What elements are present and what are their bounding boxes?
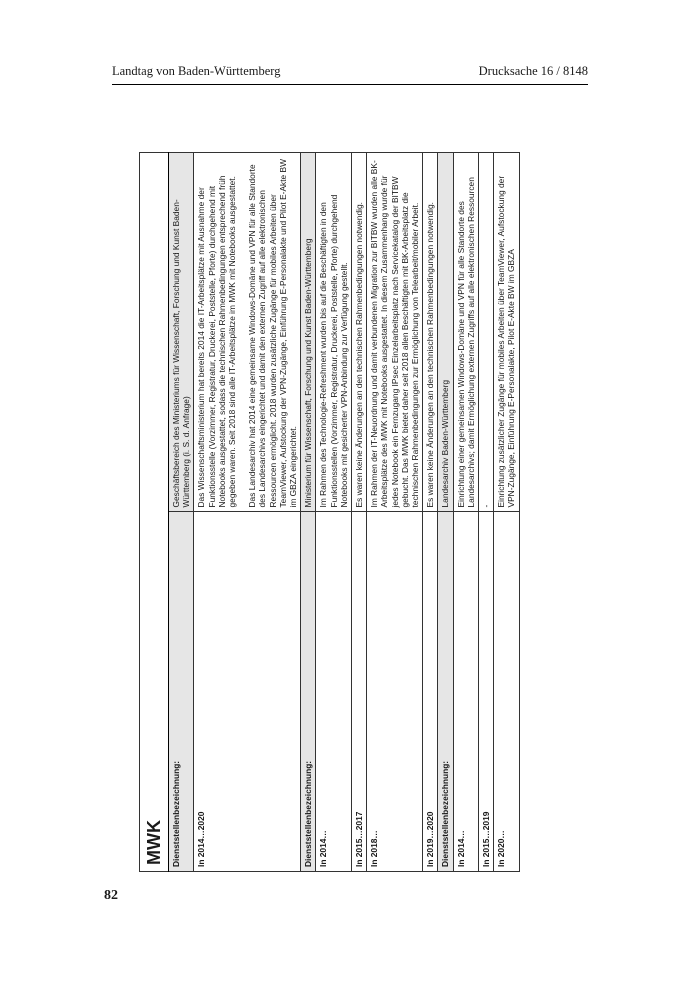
- paragraph: Einrichtung zusätzlicher Zugänge für mobiles Arbeiten über TeamViewer, Aufstockung der VPN-Zugänge, Einführung E-Personalakte, Pilot E-Akte BW im GBZA: [496, 175, 517, 508]
- paragraph: Das Wissenschaftsministerium hat bereits 2014 die IT-Arbeitsplätze mit Ausnahme der Funktionsstelle (Vorzimmer, Registratur, Druckerei, Poststelle, Pforte) durchgehend mit Notebooks ausgestattet, sodass die technischen Rahmenbedingungen entsprechend früh gegeben waren. Seit 2018 sind alle IT-Arbeitsplätze im MWK mit Notebooks ausgestattet.: [196, 175, 238, 508]
- period-label: In 2020…: [494, 512, 519, 872]
- paragraph: Es waren keine Änderungen an den technischen Rahmenbedingungen notwendig.: [425, 202, 436, 508]
- office-label: Dienststellenbezeichnung:: [169, 512, 194, 872]
- table-row: [367, 153, 423, 872]
- period-label: In 2015…2019: [479, 512, 494, 872]
- paragraph: Einrichtung einer gemeinsamen Windows-Domäne und VPN für alle Standorte des Landesarchivs; damit Ermöglichung externen Zugriffs auf alle elektronischen Ressourcen: [455, 177, 476, 508]
- period-text: [316, 153, 352, 513]
- office-header-row: [169, 153, 194, 872]
- table-row: [479, 153, 494, 872]
- office-name: Ministerium für Wissenschaft, Forschung und Kunst Baden-Württemberg: [301, 153, 316, 513]
- header-right: Drucksache 16 / 8148: [478, 64, 588, 78]
- mwk-table: [139, 152, 520, 872]
- period-label: In 2015…2017: [352, 512, 367, 872]
- paragraph: Das Landesarchiv hat 2014 eine gemeinsame Windows-Domäne und VPN für alle Standorte des Landesarchivs eingerichtet und damit den externen Zugriff auf alle elektronischen Ressourcen ermöglicht. 2018 wurden zusätzliche Zugänge für mobiles Arbeiten über TeamViewer, Aufstockung der VPN-Zugänge, Einführung E-Personalakte und Pilot E-Akte BW im GBZA eingerichtet.: [247, 158, 299, 508]
- rotated-table-container: [139, 152, 551, 872]
- period-text: [494, 153, 519, 513]
- office-label: Dienststellenbezeichnung:: [438, 512, 453, 872]
- office-name: Geschäftsbereich des Ministeriums für Wissenschaft, Forschung und Kunst Baden-Württemberg (i. S. d. Anfrage): [169, 153, 194, 513]
- period-text: [453, 153, 478, 513]
- running-header: [112, 64, 588, 82]
- table-row: [494, 153, 519, 872]
- table-row: [194, 153, 301, 872]
- period-text: [352, 153, 367, 513]
- period-text: [423, 153, 438, 513]
- paragraph: -: [481, 504, 492, 508]
- office-header-row: [301, 153, 316, 872]
- period-text: [367, 153, 423, 513]
- period-label: In 2014…: [453, 512, 478, 872]
- office-label: Dienststellenbezeichnung:: [301, 512, 316, 872]
- page-number: 82: [104, 888, 118, 903]
- paragraph: Im Rahmen des Technologie-Refreshment wurden bis auf die Beschäftigten in den Funktionsstellen (Vorzimmer, Registratur, Druckerei, Poststelle, Pforte) durchgehend Notebooks mit gesicherter VPN-Anbindung zur Verfügung gestellt.: [318, 194, 349, 508]
- period-label: In 2018…: [367, 512, 423, 872]
- period-label: In 2019…2020: [423, 512, 438, 872]
- paragraph: Es waren keine Änderungen an den technischen Rahmenbedingungen notwendig.: [354, 202, 365, 508]
- table-row: [453, 153, 478, 872]
- period-label: In 2014…: [316, 512, 352, 872]
- office-header-row: [438, 153, 453, 872]
- period-text: [479, 153, 494, 513]
- table-row: [316, 153, 352, 872]
- office-name: Landesarchiv Baden-Württemberg: [438, 153, 453, 513]
- period-label: In 2014…2020: [194, 512, 301, 872]
- period-text: [194, 153, 301, 513]
- header-left: Landtag von Baden-Württemberg: [112, 64, 281, 78]
- paragraph: Im Rahmen der IT-Neuordnung und damit verbundenen Migration zur BITBW wurden alle BK-Arbeitsplätze des MWK mit Notebooks ausgestattet. In diesem Zusammenhang wurde für jedes Notebook ein Fernzugang IPsec Einzelarbeitsplatz nach Servicekatalog der BITBW gebucht. Das MWK bietet daher seit 2018 allen Beschäftigten mit BK-Arbeitsplatz die technischen Rahmenbedingungen zur Ermöglichung von Telearbeit/mobiler Arbeit.: [369, 160, 421, 508]
- table-title-row: [140, 153, 169, 872]
- header-rule: [112, 84, 588, 85]
- table-title: MWK: [140, 153, 169, 872]
- table-row: [423, 153, 438, 872]
- table-row: [352, 153, 367, 872]
